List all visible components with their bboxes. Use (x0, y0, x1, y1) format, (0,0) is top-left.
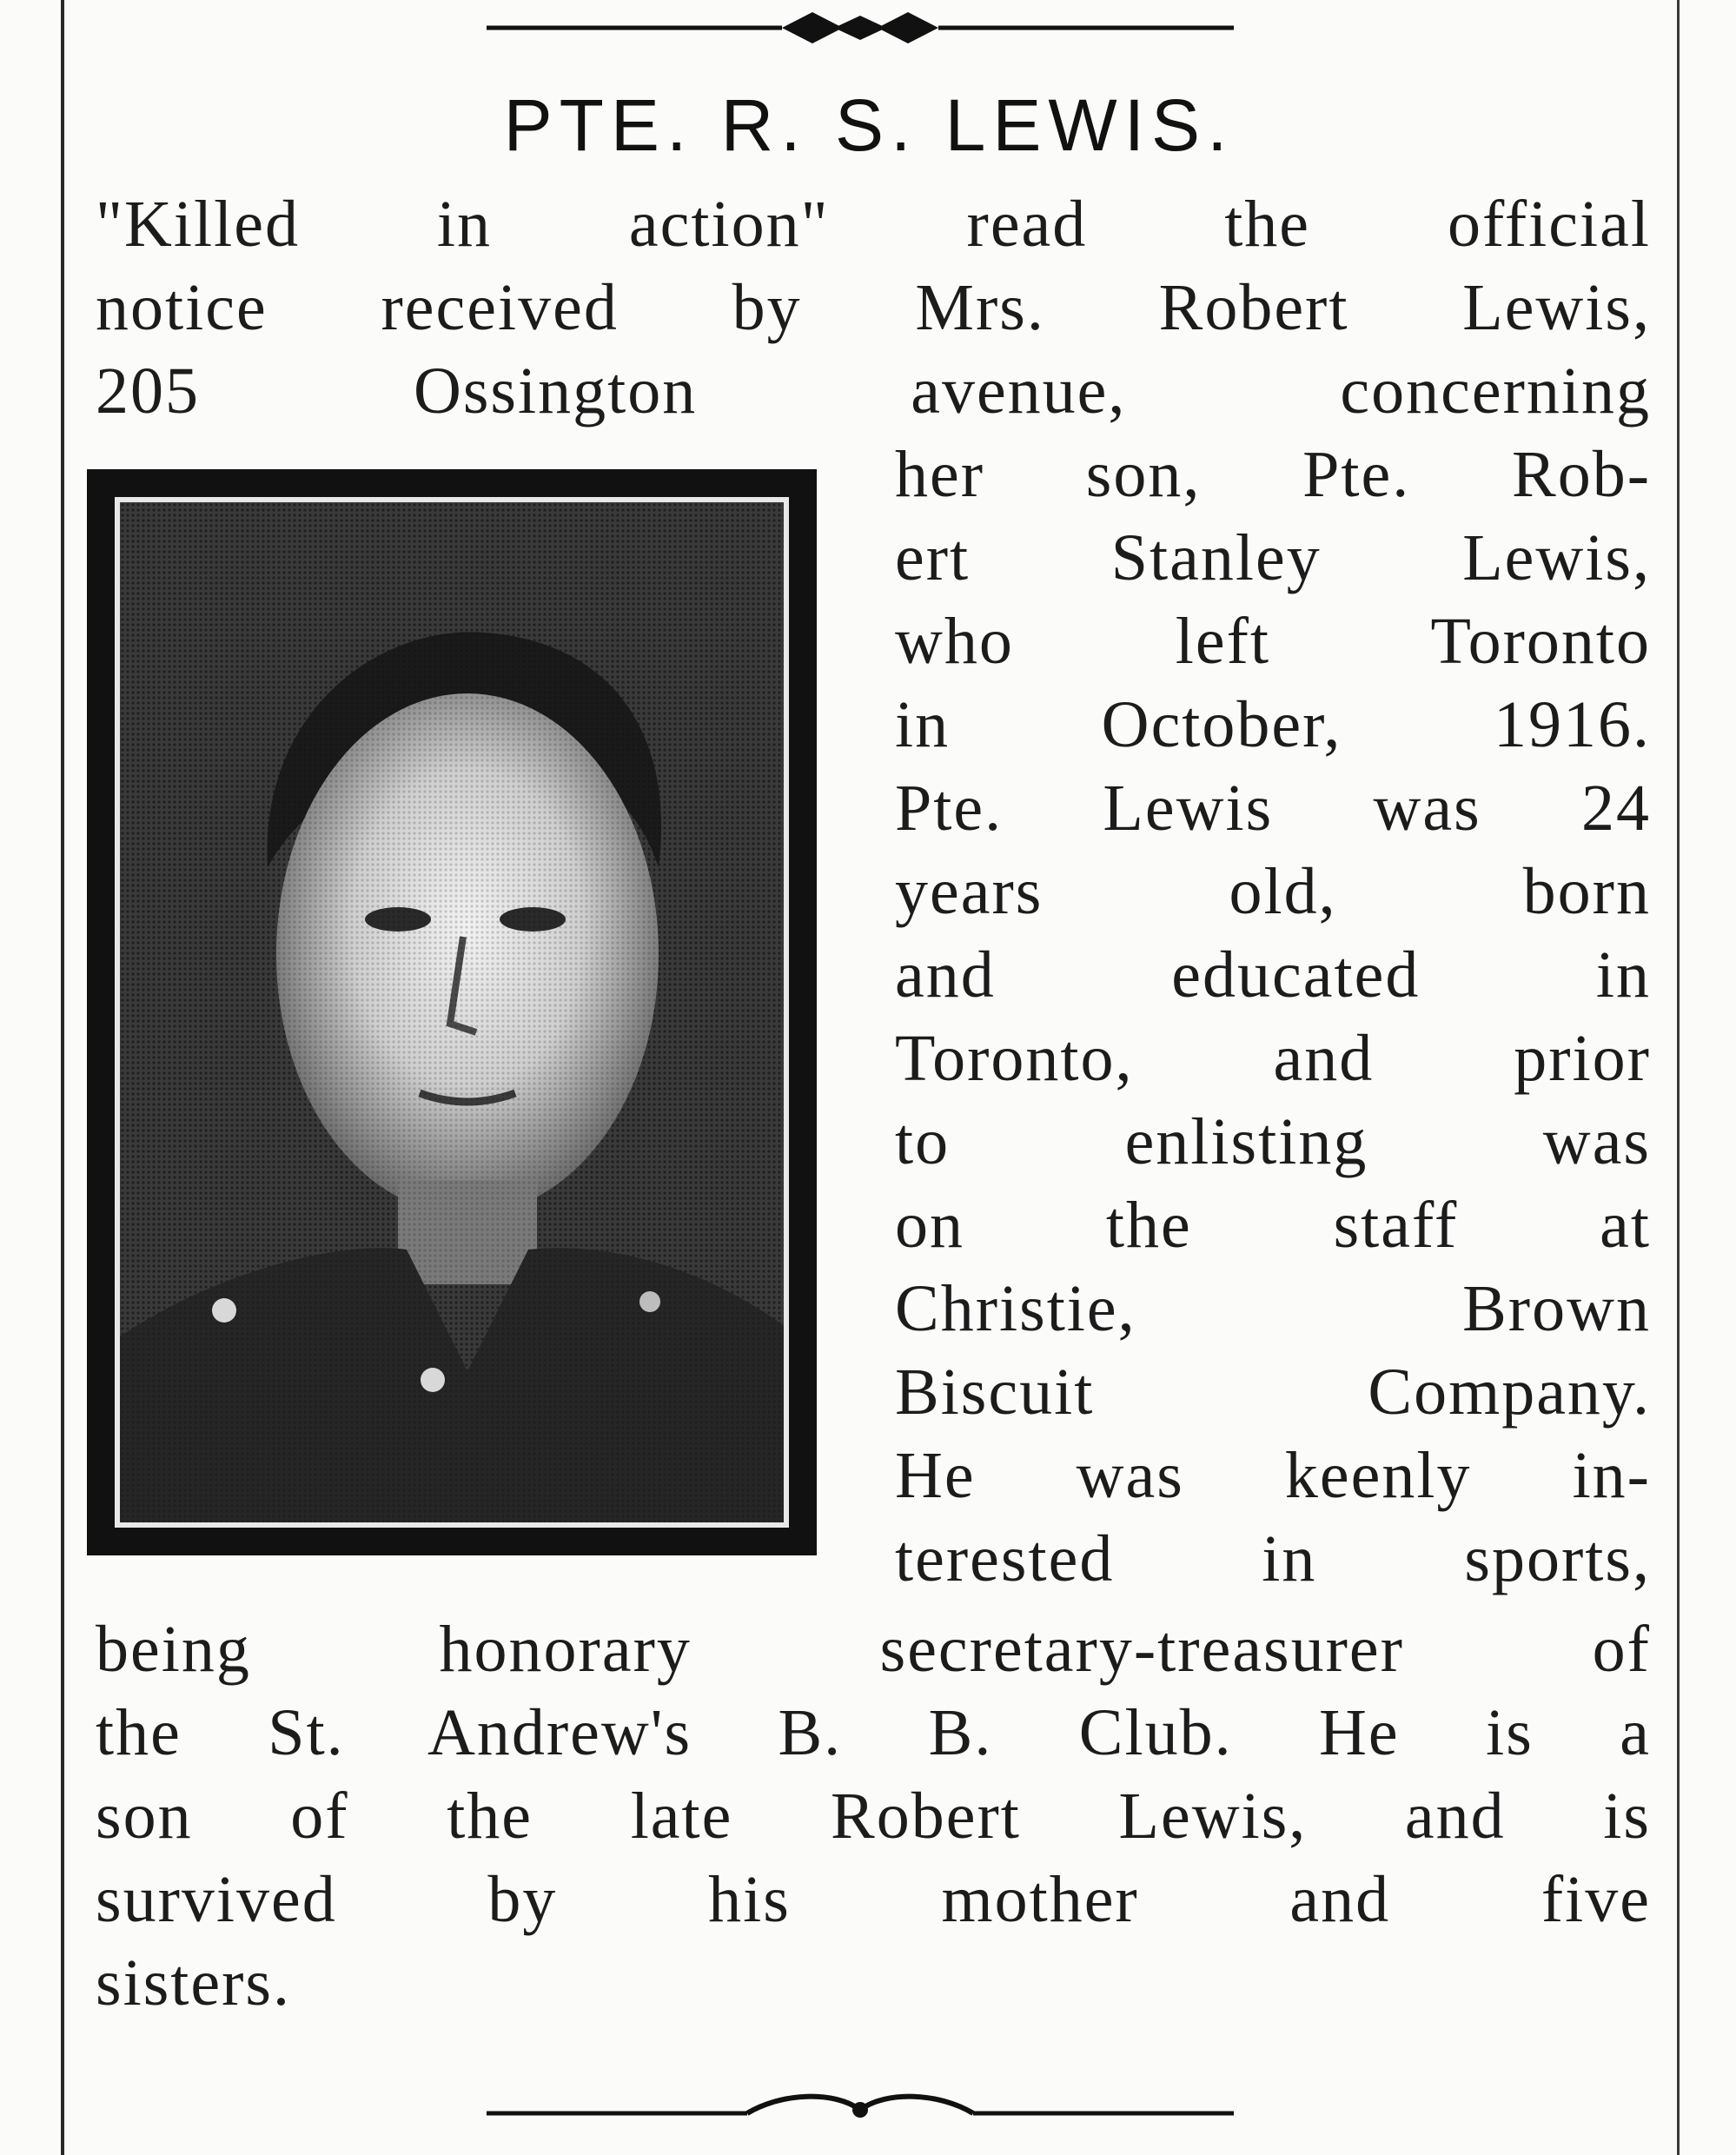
article-line: and educated in (895, 938, 1651, 1011)
article-line: ert Stanley Lewis, (895, 521, 1651, 594)
article-line: sisters. (96, 1946, 291, 2019)
article-line: Biscuit Company. (895, 1356, 1651, 1429)
article-line: on the staff at (895, 1189, 1651, 1262)
article-line: in October, 1916. (895, 688, 1651, 761)
portrait-photo (87, 469, 817, 1555)
headline: PTE. R. S. LEWIS. (503, 84, 1235, 166)
article-line: years old, born (895, 855, 1651, 928)
article-line: Toronto, and prior (895, 1022, 1651, 1095)
article-line: Pte. Lewis was 24 (895, 772, 1651, 845)
right-column-rule (1677, 0, 1680, 2155)
article-line: survived by his mother and five (96, 1863, 1651, 1936)
left-column-rule (61, 0, 64, 2155)
article-line: son of the late Robert Lewis, and is (96, 1780, 1651, 1853)
article-line: to enlisting was (895, 1105, 1651, 1178)
article-line: 205 Ossington avenue, concerning (96, 355, 1651, 428)
article-line: her son, Pte. Rob- (895, 438, 1651, 511)
article-line: notice received by Mrs. Robert Lewis, (96, 271, 1651, 344)
top-ornament (487, 2, 1234, 54)
article-line: terested in sports, (895, 1522, 1651, 1595)
article-line: being honorary secretary-treasurer of (96, 1613, 1651, 1686)
bottom-ornament (487, 2084, 1234, 2136)
soldier-portrait-image (120, 502, 789, 1528)
article-line: He was keenly in- (895, 1439, 1651, 1512)
article-line: Christie, Brown (895, 1272, 1651, 1345)
article-line: who left Toronto (895, 605, 1651, 678)
article-line: "Killed in action" read the official (96, 188, 1651, 261)
article-line: the St. Andrew's B. B. Club. He is a (96, 1696, 1651, 1769)
